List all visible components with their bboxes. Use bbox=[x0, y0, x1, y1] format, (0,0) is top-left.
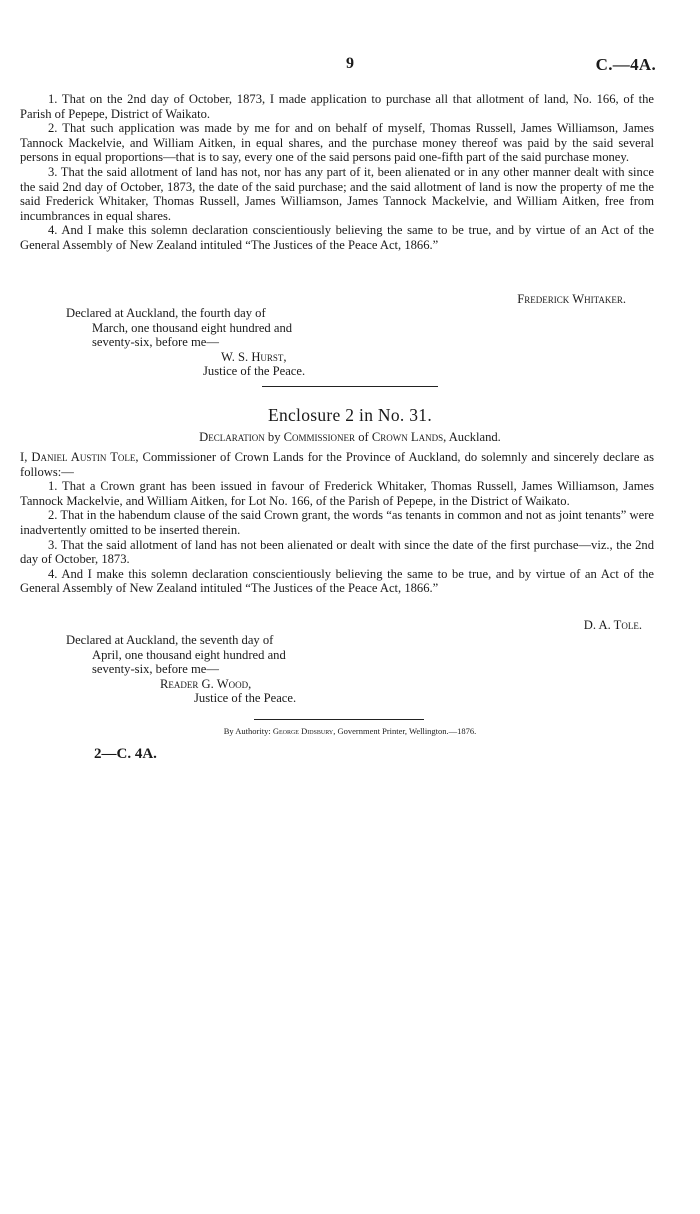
intro-text: Commissioner of Crown Lands for the Province of Auckland, do solemnly and sincerely declare as follows:— bbox=[20, 450, 654, 479]
authority-part: By Authority: bbox=[223, 726, 273, 736]
witness-name: W. S. Hurst, bbox=[221, 349, 287, 364]
paragraph: 4. And I make this solemn declaration conscientiously believing the same to be true, and by virtue of an Act of the General Assembly of New Zealand intituled “The Justices of the Peace Act, 1866.” bbox=[20, 566, 654, 596]
sheet-mark: 2—C. 4A. bbox=[94, 746, 157, 762]
subtitle-part: of bbox=[355, 430, 372, 444]
printer-authority bbox=[0, 726, 700, 736]
signature-whitaker: Frederick Whitaker. bbox=[517, 292, 626, 306]
declared-block-1 bbox=[66, 306, 366, 379]
declarant-name: I, Daniel Austin Tole, bbox=[20, 450, 139, 464]
subtitle-part: Declaration bbox=[199, 430, 265, 444]
witness-title: Justice of the Peace. bbox=[194, 691, 297, 706]
paragraph: 2. That in the habendum clause of the said Crown grant, the words “as tenants in common and not as joint tenants” were inadvertently omitted to be inserted therein. bbox=[20, 508, 654, 537]
footer-divider bbox=[254, 719, 424, 720]
paragraph: 2. That such application was made by me for and on behalf of myself, Thomas Russell, James Williamson, James Tannock Mackelvie, and William Aitken, in equal shares, and the purchase money thereof was paid by the said several persons in equal proportions—that is to say, every one of the said persons paid one-fifth part of the said purchase money. bbox=[20, 121, 654, 165]
declared-line: Declared at Auckland, the seventh day of bbox=[66, 633, 274, 647]
document-reference: C.—4A. bbox=[595, 55, 656, 74]
paragraph: 4. And I make this solemn declaration conscientiously believing the same to be true, and by virtue of an Act of the General Assembly of New Zealand intituled “The Justices of the Peace Act, 1866.” bbox=[20, 223, 654, 252]
declared-line: Declared at Auckland, the fourth day of bbox=[66, 306, 266, 320]
subtitle-part: by bbox=[264, 430, 284, 444]
intro-paragraph bbox=[20, 450, 654, 479]
declared-block-2 bbox=[66, 633, 366, 706]
paragraph: 1. That on the 2nd day of October, 1873, I made application to purchase all that allotment of land, No. 166, of the Parish of Pepepe, District of Waikato. bbox=[20, 92, 654, 121]
declaration-2-body bbox=[20, 450, 654, 596]
enclosure-title: Enclosure 2 in No. 31. bbox=[267, 405, 433, 425]
subtitle-part: , Auckland. bbox=[443, 430, 501, 444]
printer-name: George Didsbury bbox=[272, 726, 334, 736]
declared-line: seventy-six, before me— bbox=[92, 662, 219, 677]
declared-line: April, one thousand eight hundred and bbox=[92, 647, 286, 662]
declared-line: March, one thousand eight hundred and bbox=[92, 320, 293, 335]
declared-line: seventy-six, before me— bbox=[92, 335, 219, 350]
signature-tole: D. A. Tole. bbox=[583, 618, 642, 632]
section-divider bbox=[262, 386, 438, 387]
witness-name: Reader G. Wood, bbox=[160, 676, 252, 691]
page-number: 9 bbox=[346, 55, 354, 72]
authority-part: , Government Printer, Wellington.—1876. bbox=[333, 726, 477, 736]
subtitle-part: Crown Lands bbox=[371, 430, 444, 444]
paragraph: 3. That the said allotment of land has not been alienated or dealt with since the date of the first purchase—viz., the 2nd day of October, 1873. bbox=[20, 537, 654, 567]
paragraph: 1. That a Crown grant has been issued in favour of Frederick Whitaker, Thomas Russell, James Williamson, James Tannock Mackelvie, and William Aitken, for Lot No. 166, of the Parish of Pepepe, in the District of Waikato. bbox=[20, 479, 654, 508]
enclosure-subtitle bbox=[0, 430, 700, 445]
witness-title: Justice of the Peace. bbox=[203, 364, 306, 379]
declaration-1-body bbox=[20, 92, 654, 253]
paragraph: 3. That the said allotment of land has not, nor has any part of it, been alienated or in any other manner dealt with since the said 2nd day of October, 1873, the date of the said purchase; and the said allotment of land is now the property of me the said Frederick Whitaker, Thomas Russell, James Williamson, James Tannock Mackelvie, and William Aitken, free from incumbrances in equal shares. bbox=[20, 164, 654, 223]
subtitle-part: Commissioner bbox=[283, 430, 356, 444]
